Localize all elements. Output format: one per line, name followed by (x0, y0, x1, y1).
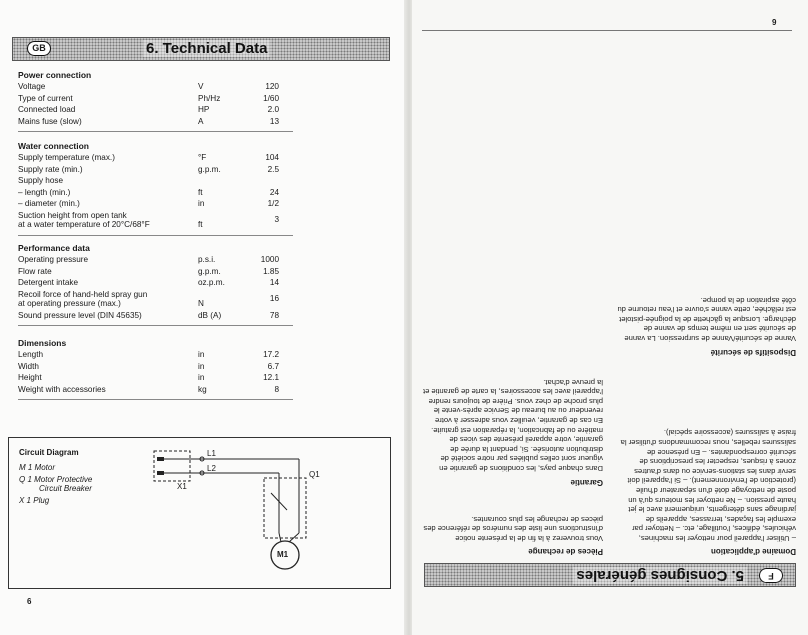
spec-value: 14 (269, 278, 279, 288)
spec-unit: in (198, 199, 205, 209)
plug-pin-1 (157, 457, 164, 461)
spec-row (18, 311, 288, 322)
spec-row (18, 117, 288, 128)
section-securite-text: Vanne de sécurité/Vanne de surpression. La vanne de sécurité sert en même temps de vanne de décharge. Lorsque la gâchette de la poignée-pistolet est relâchée, cette vanne s'ouvre et l'eau retourne du côté aspiration de la pompe. (617, 295, 796, 343)
spec-row (18, 211, 288, 231)
spec-label: – length (min.) (18, 187, 71, 197)
spec-label: Weight with accessories (18, 384, 106, 394)
spec-value: 1000 (260, 255, 279, 264)
spec-value: 3 (274, 215, 279, 224)
circuit-legend-x1: X 1 Plug (19, 496, 50, 505)
spec-unit: dB (A) (198, 310, 222, 320)
spec-row (18, 373, 288, 384)
spec-unit: A (198, 116, 204, 126)
section-title: Water connection (18, 141, 89, 151)
spec-value: 8 (274, 384, 279, 394)
section-divider (18, 325, 293, 326)
spec-unit: g.p.m. (198, 266, 221, 276)
spec-row (18, 199, 288, 210)
section-securite-title: Dispositifs de sécurité (710, 348, 796, 357)
right-page (412, 0, 808, 635)
circuit-legend-q1-cont: Circuit Breaker (39, 484, 92, 493)
spec-label: Supply temperature (max.) (18, 153, 115, 162)
section-pieces-title: Pièces de rechange (528, 547, 603, 556)
spec-unit: p.s.i. (198, 255, 216, 264)
right-header-title: 5. Consignes générales (573, 567, 747, 584)
spec-label: Connected load (18, 105, 76, 115)
spec-row (18, 153, 288, 164)
language-badge: GB (27, 41, 51, 56)
label-m1: M1 (277, 550, 289, 559)
spec-value: 2.5 (267, 164, 279, 174)
spec-row (18, 82, 288, 93)
plug-x1-outline (154, 451, 190, 481)
spec-unit: HP (198, 105, 210, 115)
spec-value: 17.2 (263, 350, 279, 359)
right-header-bar (424, 563, 796, 587)
spec-unit: °F (198, 153, 207, 162)
spec-label: Recoil force of hand-held spray gun (18, 289, 148, 299)
spec-row (18, 94, 288, 105)
spec-label-cont: at operating pressure (max.) (18, 298, 121, 308)
circuit-title: Circuit Diagram (19, 448, 79, 457)
spec-row (18, 176, 288, 187)
section-garantie-text: Dans chaque pays, les conditions de garantie en vigueur sont celles publiées par notre société de distribution autorisée. Si, pendant la durée de garantie, votre appareil présente des vices de matière ou de fabrication, la réparation est gratuite. En cas de garantie, veuillez vous adresser à votre revendeur ou au bureau de Service après-vente le plus proche de chez vous. Prière de toujours rendre l'appareil avec les accessoires, la carte de garantie et la preuve d'achat. (423, 377, 603, 473)
spec-label: Width (18, 361, 39, 371)
spec-unit: ft (198, 187, 203, 197)
section-divider (18, 235, 293, 236)
spec-unit: kg (198, 384, 207, 394)
spec-row (18, 350, 288, 361)
label-l1: L1 (207, 449, 216, 458)
spec-row (18, 105, 288, 116)
spec-row (18, 362, 288, 373)
right-language-badge: F (759, 568, 783, 583)
spec-value: 2.0 (267, 105, 279, 115)
spec-value: 24 (269, 187, 279, 197)
circuit-schematic (9, 438, 390, 588)
left-header-title: 6. Technical Data (143, 40, 270, 57)
spec-value: 1/2 (267, 199, 279, 209)
section-title: Performance data (18, 243, 90, 253)
plug-pin-2 (157, 471, 164, 475)
spec-row (18, 290, 288, 310)
spec-label: Mains fuse (slow) (18, 116, 82, 126)
rotated-french-content (412, 0, 808, 635)
spec-label: Height (18, 373, 42, 383)
spec-value: 13 (269, 116, 279, 126)
spec-label: Supply rate (min.) (18, 164, 83, 174)
spec-value: 104 (265, 153, 279, 162)
spec-label: Type of current (18, 93, 73, 103)
spec-unit: in (198, 350, 205, 359)
section-pieces-text: Vous trouverez à la fin de la présente notice d'instructions une liste des numéros de référence des pièces de rechange les plus courantes. (423, 514, 603, 543)
spec-value: 16 (269, 293, 279, 303)
spec-label: Detergent intake (18, 278, 79, 288)
section-domaine-title: Domaine d'application (710, 547, 796, 556)
spec-row (18, 255, 288, 266)
spec-value: 1.85 (263, 266, 279, 276)
spec-label: Sound pressure level (DIN 45635) (18, 310, 142, 320)
spec-row (18, 267, 288, 278)
spec-label-cont: at a water temperature of 20°C/68°F (18, 220, 150, 229)
circuit-legend-q1: Q 1 Motor Protective (19, 475, 93, 484)
spec-row (18, 165, 288, 176)
spec-unit: Ph/Hz (198, 93, 221, 103)
circuit-legend-m1: M 1 Motor (19, 463, 56, 472)
spec-unit: in (198, 361, 205, 371)
spec-row (18, 385, 288, 396)
left-header-bar (12, 37, 390, 61)
label-x1: X1 (177, 482, 187, 491)
spec-value: 78 (269, 310, 279, 320)
spec-unit: ft (198, 220, 203, 229)
circuit-diagram-box (8, 437, 391, 589)
section-divider (18, 399, 293, 400)
spec-unit: g.p.m. (198, 164, 221, 174)
spec-value: 120 (265, 82, 279, 91)
spec-value: 6.7 (267, 361, 279, 371)
spec-row (18, 188, 288, 199)
spec-value: 1/60 (263, 93, 279, 103)
spec-unit: V (198, 82, 204, 91)
section-domaine-text: – Utiliser l'appareil pour nettoyer les machines, véhicules, édifices, l'outillage, etc. – Nettoyer par exemple les façades, terrasses, appareils de jardinage sans détergents, uniquement avec le jet haute pression. – Ne nettoyer les moteurs qu'à un poste de nettoyage doté d'un séparateur d'huile (protection de l'environnement). – Si l'appareil doit servir dans les stations-service ou dans d'autres zones à risques, respecter les prescriptions de sécurité correspondantes. – En présence de salissures rebelles, nous recommandons d'utiliser la fraise à salissures (accessoire spécial). (620, 428, 796, 543)
spec-label: – diameter (min.) (18, 199, 80, 209)
spec-label: Operating pressure (18, 255, 89, 264)
label-l2: L2 (207, 464, 216, 473)
section-title: Power connection (18, 70, 92, 80)
spec-unit: oz.p.m. (198, 278, 225, 288)
right-page-number: 9 (772, 18, 777, 27)
spec-unit: N (198, 298, 204, 308)
spec-unit: in (198, 373, 205, 383)
section-garantie-title: Garantie (570, 478, 603, 487)
section-divider (18, 131, 293, 132)
section-title: Dimensions (18, 338, 67, 348)
spec-label: Suction height from open tank (18, 211, 127, 220)
left-page-number: 6 (27, 597, 32, 606)
spec-label: Length (18, 350, 44, 359)
spec-label: Flow rate (18, 266, 52, 276)
spec-row (18, 278, 288, 289)
spec-value: 12.1 (263, 373, 279, 383)
spec-label: Voltage (18, 82, 46, 91)
label-q1: Q1 (309, 470, 320, 479)
spec-label: Supply hose (18, 176, 64, 186)
